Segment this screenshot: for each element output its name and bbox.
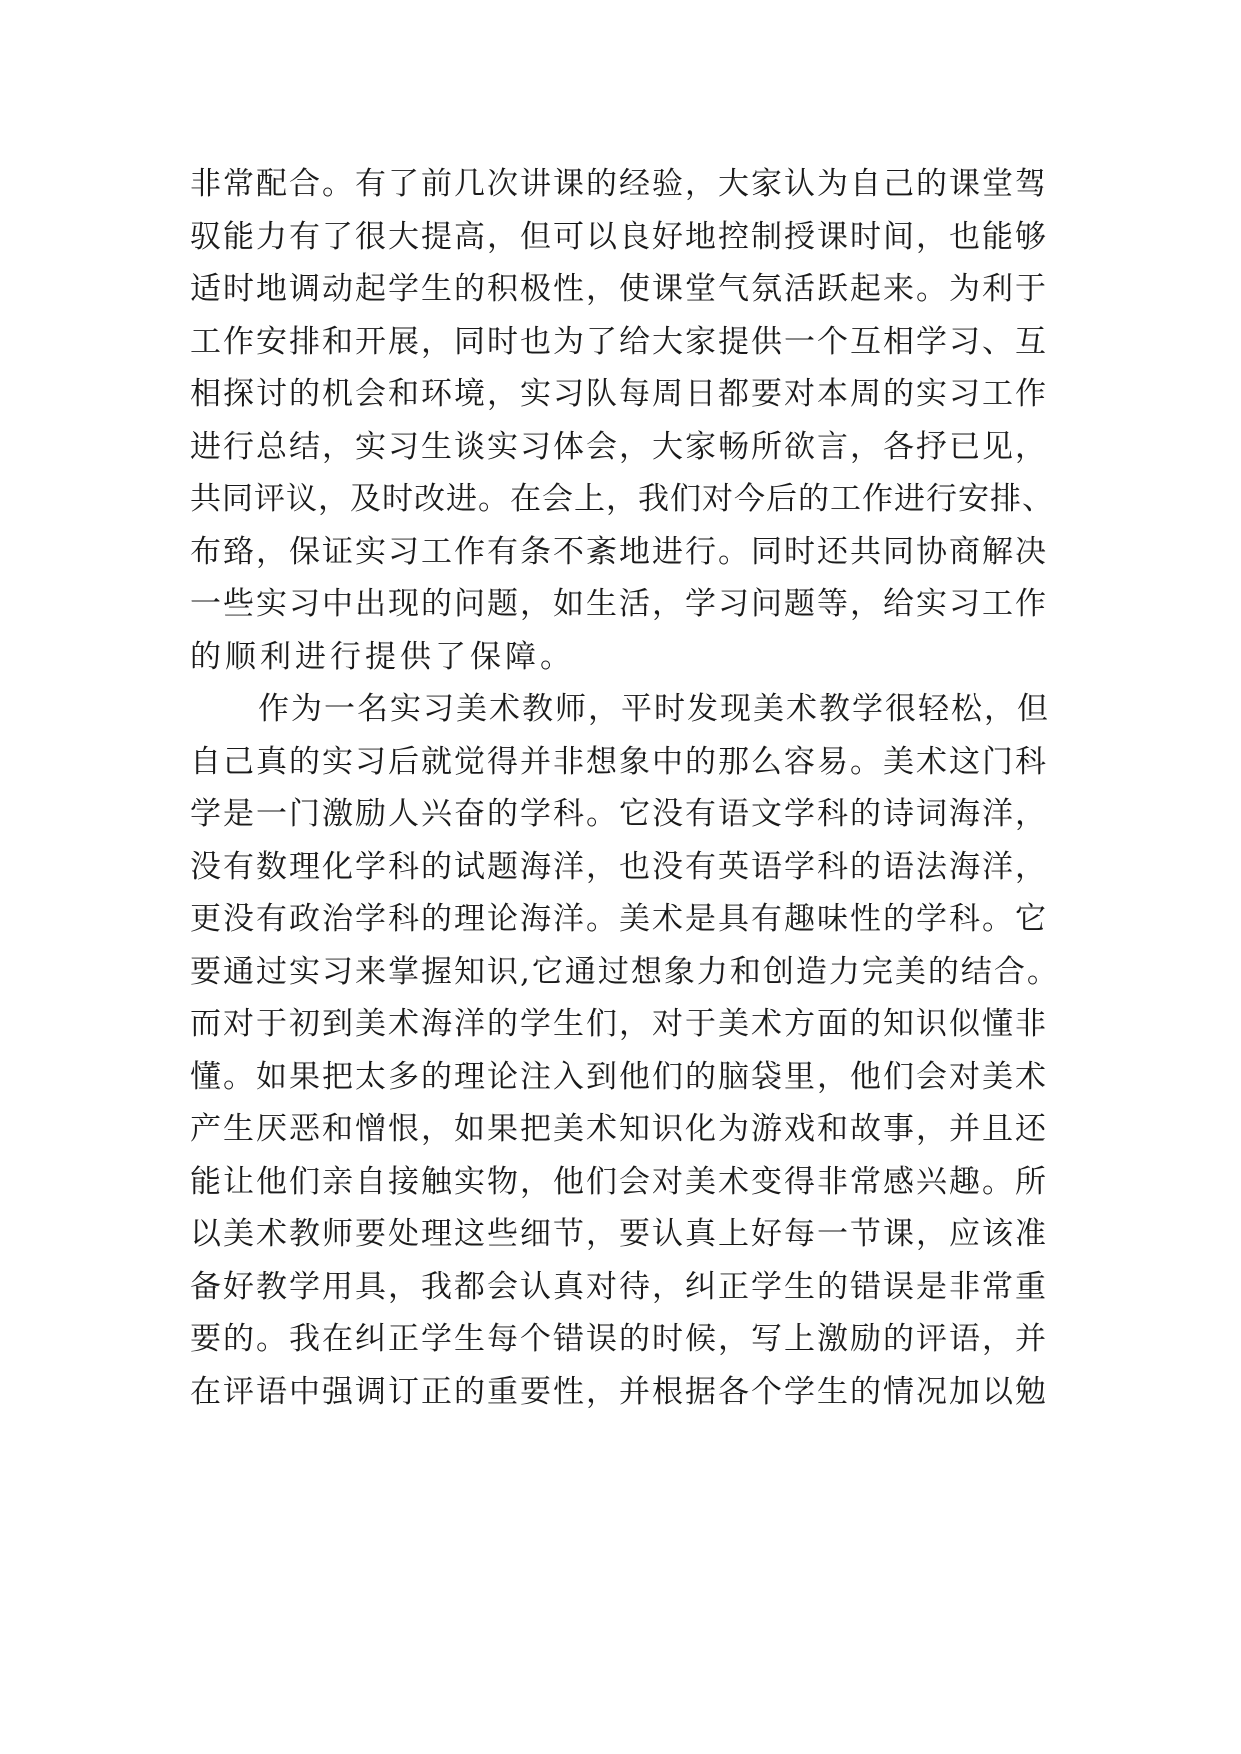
text-line: 驭能力有了很大提高，但可以良好地控制授课时间，也能够 <box>190 218 1048 255</box>
text-line: 而对于初到美术海洋的学生们，对于美术方面的知识似懂非 <box>190 1006 1048 1042</box>
text-line: 要的。我在纠正学生每个错误的时候，写上激励的评语，并 <box>190 1321 1048 1357</box>
text-line: 能让他们亲自接触实物，他们会对美术变得非常感兴趣。所 <box>190 1163 1048 1200</box>
body-text <box>190 158 1060 1418</box>
text-line: 学是一门激励人兴奋的学科。它没有语文学科的诗词海洋， <box>190 796 1048 832</box>
text-line: 一些实习中出现的问题，如生活，学习问题等，给实习工作 <box>190 586 1048 622</box>
text-line: 要通过实习来掌握知识,它通过想象力和创造力完美的结合。 <box>190 953 1060 990</box>
text-line: 自己真的实习后就觉得并非想象中的那么容易。美术这门科 <box>190 743 1048 780</box>
text-line: 产生厌恶和憎恨，如果把美术知识化为游戏和故事，并且还 <box>190 1111 1048 1147</box>
text-line: 非常配合。有了前几次讲课的经验，大家认为自己的课堂驾 <box>190 166 1048 202</box>
text-line: 共同评议，及时改进。在会上，我们对今后的工作进行安排、 <box>190 481 1054 517</box>
text-line: 在评语中强调订正的重要性，并根据各个学生的情况加以勉 <box>190 1373 1048 1410</box>
text-line: 工作安排和开展，同时也为了给大家提供一个互相学习、互 <box>190 323 1048 360</box>
paragraph-first-line: 作为一名实习美术教师，平时发现美术教学很轻松，但 <box>258 691 1050 727</box>
text-line: 的顺利进行提供了保障。 <box>190 638 575 675</box>
text-line: 更没有政治学科的理论海洋。美术是具有趣味性的学科。它 <box>190 901 1048 937</box>
text-line: 以美术教师要处理这些细节，要认真上好每一节课，应该准 <box>190 1216 1048 1252</box>
text-line: 进行总结，实习生谈实习体会，大家畅所欲言，各抒已见， <box>190 428 1048 465</box>
text-line: 布臵，保证实习工作有条不紊地进行。同时还共同协商解决 <box>190 533 1048 570</box>
text-line: 相探讨的机会和环境，实习队每周日都要对本周的实习工作 <box>190 376 1048 412</box>
text-line: 没有数理化学科的试题海洋，也没有英语学科的语法海洋， <box>190 848 1048 885</box>
text-line: 懂。如果把太多的理论注入到他们的脑袋里，他们会对美术 <box>190 1058 1048 1095</box>
text-line: 备好教学用具，我都会认真对待，纠正学生的错误是非常重 <box>190 1268 1048 1305</box>
text-line: 适时地调动起学生的积极性，使课堂气氛活跃起来。为利于 <box>190 271 1048 307</box>
